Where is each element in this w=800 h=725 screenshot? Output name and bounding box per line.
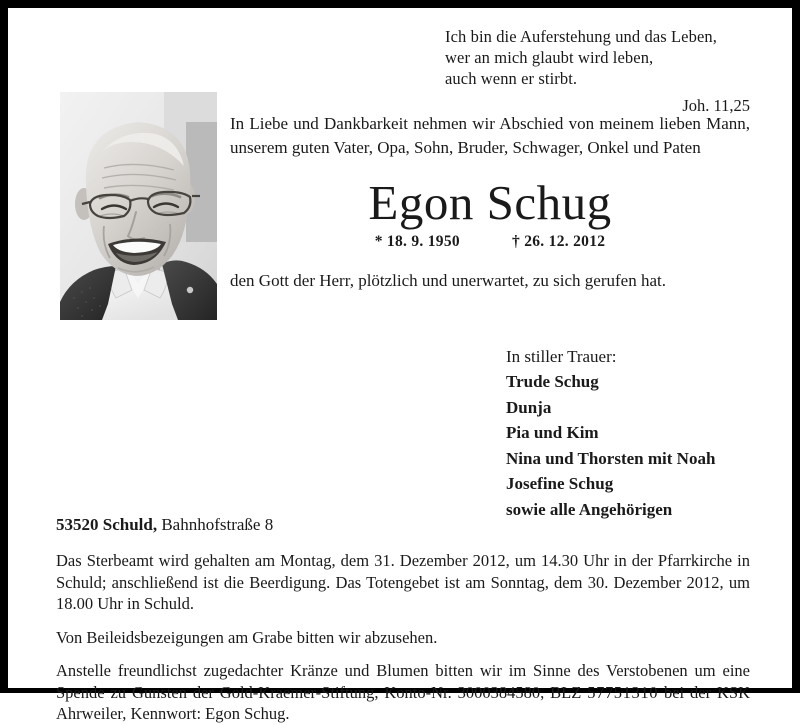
epigraph-line: auch wenn er stirbt. — [445, 69, 578, 88]
mourner-name: Trude Schug — [506, 372, 599, 391]
birth-date: * 18. 9. 1950 — [374, 233, 460, 250]
obituary-sheet — [8, 8, 792, 723]
life-dates — [230, 233, 750, 251]
donation-blz: 57751310 — [587, 682, 659, 702]
mourner-name: Pia und Kim — [506, 423, 599, 442]
portrait-illustration — [60, 92, 217, 320]
portrait-photo — [60, 92, 217, 320]
mourner-name: sowie alle Angehörigen — [506, 499, 673, 519]
epigraph-line: Ich bin die Auferstehung und das Leben, — [445, 27, 717, 46]
condolences-text: Von Beileidsbezeigungen am Grabe bitten wir abzusehen. — [56, 627, 438, 647]
mourner-name: Nina und Thorsten mit Noah — [506, 448, 716, 468]
address-street: Bahnhofstraße 8 — [157, 515, 274, 534]
donation-text — [56, 660, 750, 725]
address-line — [56, 513, 750, 536]
epigraph-block — [445, 26, 750, 116]
mourners-block — [506, 344, 756, 522]
epigraph-line: wer an mich glaubt wird leben, — [445, 48, 654, 67]
donation-text-part1: Anstelle freundlichst zugedachter Kränze und Blumen bitten wir im Sinne des Verstobenen um eine Spende zu Gunsten der Gold-Kraemer-Stiftung, Konto-Nr. 3000384580, BLZ — [56, 661, 750, 702]
deceased-name: Egon Schug — [368, 175, 612, 230]
address-place: 53520 Schuld, — [56, 515, 158, 534]
closing-text: den Gott der Herr, plötzlich und unerwartet, zu sich gerufen hat. — [230, 271, 666, 290]
mourners-heading: In stiller Trauer: — [506, 347, 617, 366]
mourner-name: Dunja — [506, 397, 552, 417]
mourner-name: Josefine Schug — [506, 474, 614, 493]
intro-text: In Liebe und Dankbarkeit nehmen wir Abschied von meinem lieben Mann, unserem guten Vater, Opa, Sohn, Bruder, Schwager, Onkel und Paten — [230, 114, 750, 157]
epigraph-source: Joh. 11,25 — [682, 96, 750, 115]
donation-text-part2: bei der KSK Ahrweiler, Kennwort: Egon Schug. — [56, 682, 750, 723]
death-date: † 26. 12. 2012 — [511, 233, 606, 250]
funeral-service-text: Das Sterbeamt wird gehalten am Montag, dem 31. Dezember 2012, um 14.30 Uhr in der Pfarrkirche in Schuld; anschließend ist die Beerdigung. Das Totengebet ist am Sonntag, dem 30. Dezember 2012, um 18.00 Uhr in Schuld. — [56, 551, 750, 613]
deceased-name-block — [230, 175, 750, 251]
main-text-column — [230, 112, 750, 293]
